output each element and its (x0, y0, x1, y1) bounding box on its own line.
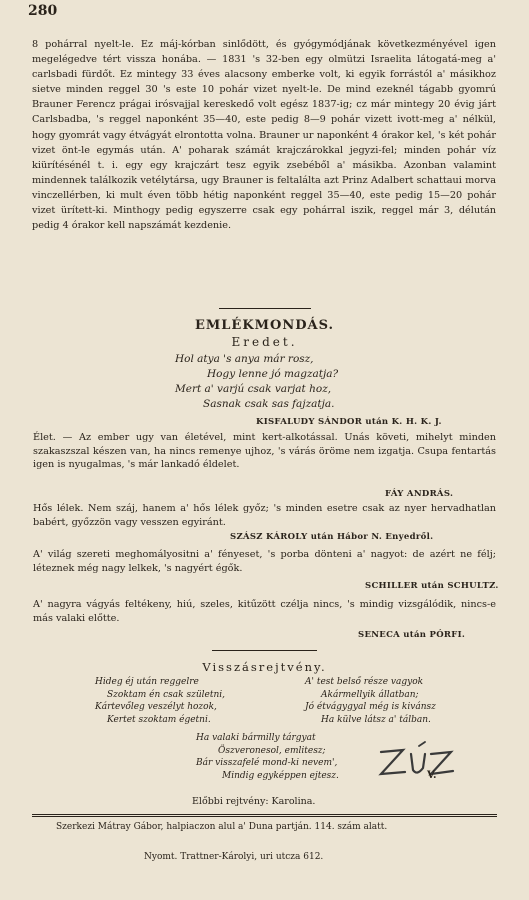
aphorism-author: SCHILLER után SCHULTZ. (365, 581, 499, 591)
printer-line: Nyomt. Trattner-Károlyi, uri utcza 612. (144, 852, 324, 862)
riddle-line: Akármellyik állatban; (321, 689, 419, 700)
riddle-right-column (305, 676, 436, 726)
aphorism-text: Hős lélek. Nem száj, hanem a' hős lélek győz; 's minden esetre csak az nyer hervadhatlan babért, győzzön vagy vesszen egyiránt. (33, 503, 496, 528)
poem-verse (175, 352, 338, 412)
aphorism-text: A' nagyra vágyás feltékeny, hiú, szeles, kitűzött czélja nincs, 's mindig vizsgálódik, nincs-e más valaki előtte. (33, 599, 496, 624)
previous-riddle-answer: Előbbi rejtvény: Karolina. (192, 796, 316, 807)
riddle-line: Hideg éj után reggelre (95, 677, 199, 687)
riddle-line: Öszveronesol, emlitesz; (218, 745, 326, 756)
aphorism-text: Élet. — Az ember ugy van életével, mint kert-alkotással. Unás követi, mihelyt minden szakaszszal készen van, ha nincs remenye ujhoz, 's várás öröme nem izgatja. Csupa fentartás igen is nyugalmas, 's már lankadó éldelet. (33, 432, 496, 470)
riddle-center-column (196, 732, 339, 782)
riddle-line: Kertet szoktam égetni. (107, 714, 211, 725)
footer-rule (32, 816, 497, 817)
aphorism-author: FÁY ANDRÁS. (385, 489, 454, 499)
riddle-line: Bár visszafelé mond-ki nevem', (196, 758, 338, 768)
footer-rule (32, 814, 497, 815)
aphorism-author: SZÁSZ KÁROLY után Hábor N. Enyedről. (230, 532, 434, 542)
section-divider (212, 650, 317, 651)
riddle-line: Kártevőleg veszélyt hozok, (95, 702, 217, 712)
riddle-title: Visszásrejtvény. (202, 660, 327, 674)
riddle-signature: V. (427, 770, 437, 781)
riddle-line: Mindig egyképpen ejtesz. (222, 770, 339, 781)
poem-author: KISFALUDY SÁNDOR után K. H. K. J. (256, 417, 442, 427)
article-continuation: 8 pohárral nyelt-le. Ez máj-kórban sinlődött, és gyógymódjának következményével igen megelégedve tért vissza honába. — 1831 's 32-ben egy olmützi Israelita látogatá-meg a' carlsbadi fürdőt. Ez mintegy 33 éves alacsony emberke volt, ki egyik forrástól a' másikhoz sietve minden reggel 30 's este 10 pohár vizet nyelt-le. De mind ezeknél tágabb gyomrú Brauner Ferencz prágai irósvajjal kereskedő volt egész 1837-ig; cz már mintegy 20 évig járt Carlsbadba, 's reggel naponként 35—40, este pedig 8—9 pohár vizett ivott-meg a' nélkül, hogy gyomrát vagy étvágyát elrontotta volna. Brauner ur naponként 4 órakor kel, 's két pohár vizet önt-le egymás után. A' poharak számát krajczárokkal jegyzi-fel; minden pohár víz kiürítésénél t. i. egy egy krajczárt tesz egyik zsebéből a' másikba. Azonban valamint mindennek találkozik vetélytársa, ugy Brauner is feltalálta azt Prinz Adalbert schattaui morva vinczellérben, ki mult éven több hétig naponként reggel 35—40, este pedig 15—20 pohár vizet ürített-ki. Minthogy pedig egyszerre csak egy pohárral iszik, reggel már 3, délután pedig 4 órakor kell napszámát kezdenie. (32, 39, 496, 232)
poem-line: Hogy lenne jó magzatja? (207, 368, 339, 380)
riddle-line: Ha valaki bármilly tárgyat (196, 733, 316, 743)
poem-line: Mert a' varjú csak varjat hoz, (175, 383, 332, 395)
aphorism-author: SENECA után PÓRFI. (358, 630, 466, 640)
riddle-line: Jó étvágygyal még is kivánsz (305, 702, 436, 712)
riddle-line: A' test belső része vagyok (305, 677, 424, 687)
handwritten-answer (373, 740, 458, 784)
editor-line: Szerkezi Mátray Gábor, halpiaczon alul a' Duna partján. 114. szám alatt. (56, 822, 388, 832)
section-divider (219, 308, 311, 309)
riddle-line: Ha külve látsz a' tálban. (321, 714, 431, 725)
poem-title: Eredet. (231, 335, 298, 349)
aphorism-text: A' világ szereti meghomályositni a' fényeset, 's porba dönteni a' nagyot: de azért ne félj; léteznek még nagy lelkek, 's nagyért égők. (33, 549, 496, 574)
riddle-left-column (95, 676, 225, 726)
poem-line: Hol atya 's anya már rosz, (175, 353, 314, 365)
page-number: 280 (28, 3, 58, 19)
section-title: EMLÉKMONDÁS. (194, 318, 335, 333)
riddle-line: Szoktam én csak születni, (107, 689, 225, 700)
poem-line: Sasnak csak sas fajzatja. (203, 398, 335, 410)
